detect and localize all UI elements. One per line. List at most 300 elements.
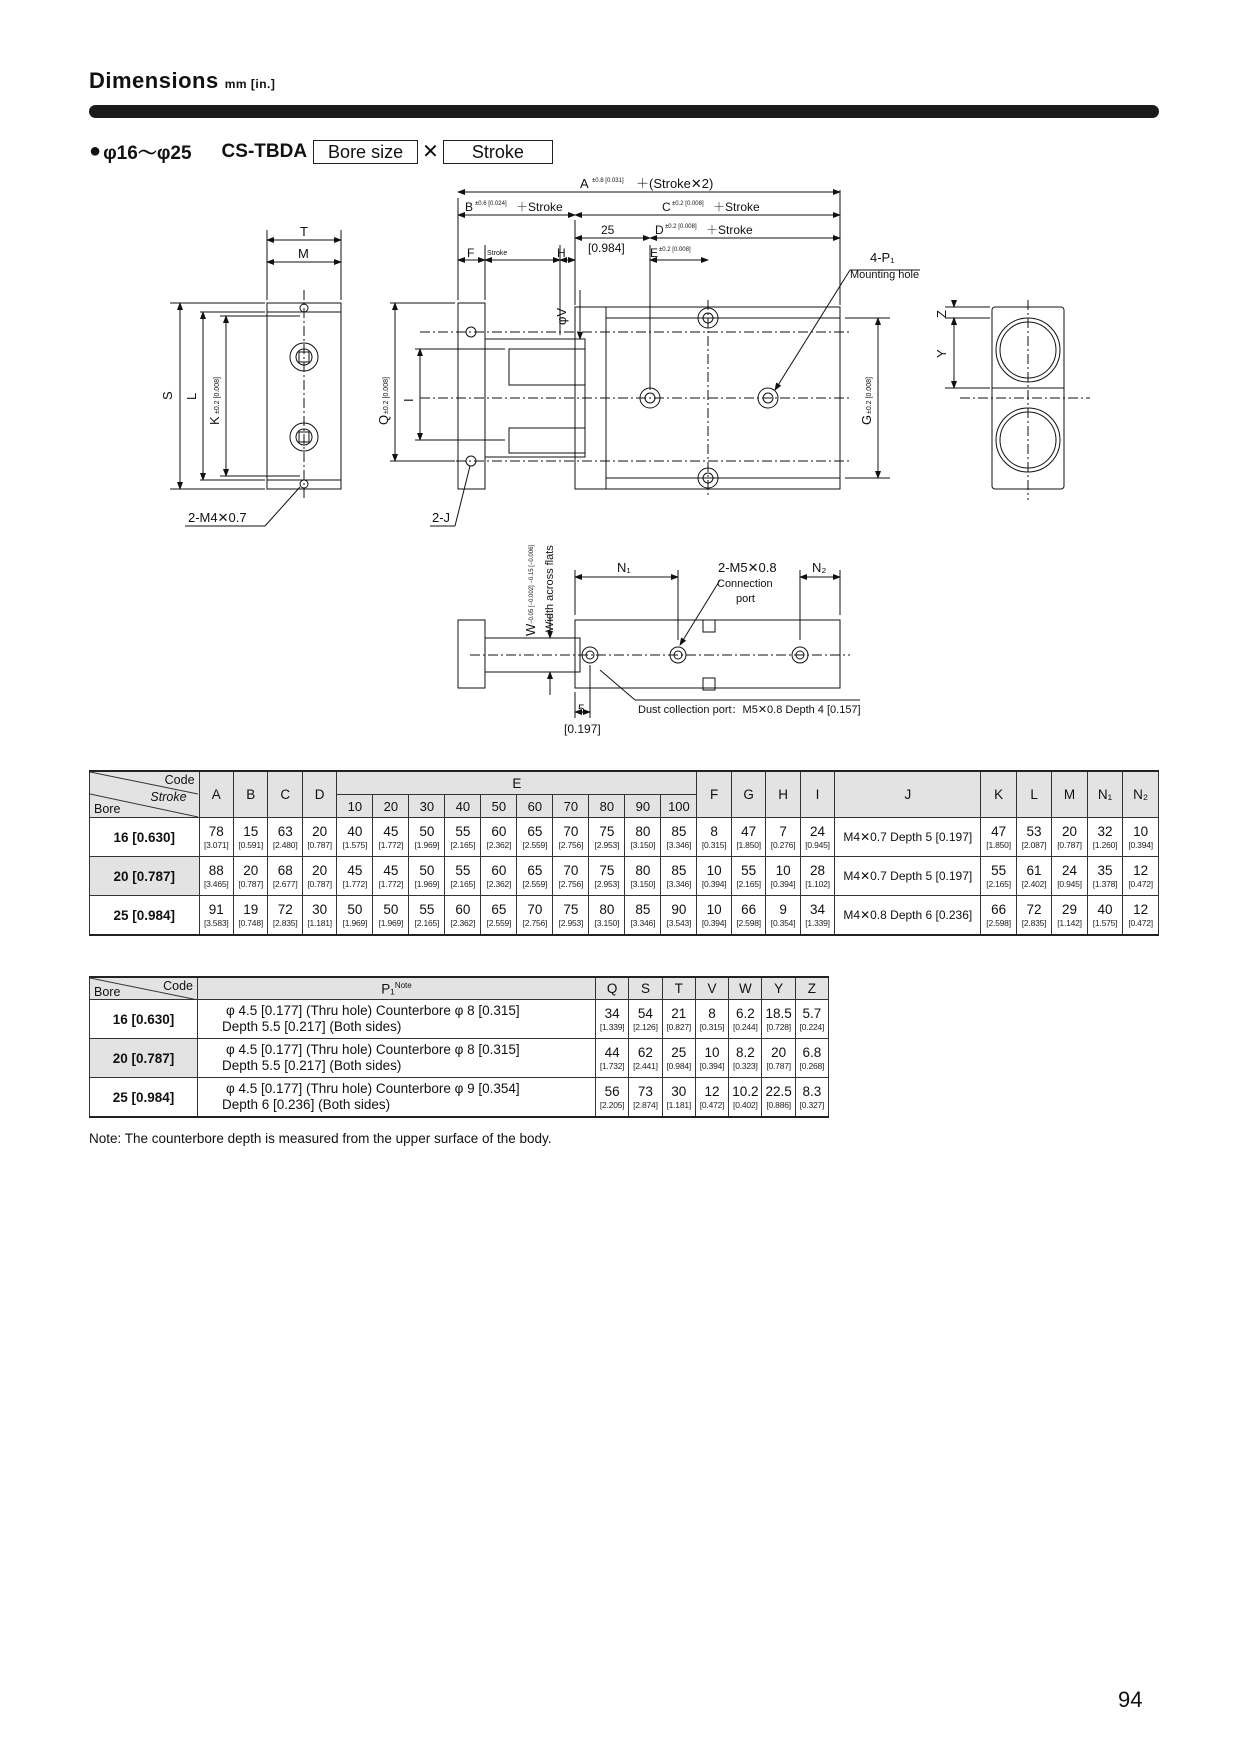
cell-inch: [2.835] [272, 917, 298, 928]
cell-mm: 60 [491, 823, 507, 839]
cell-mm: 29 [1062, 901, 1078, 917]
dim-Z: Z [934, 310, 949, 318]
cell-mm: 66 [991, 901, 1007, 917]
cell-inch: [0.827] [666, 1021, 692, 1032]
cell-inch: [0.402] [733, 1099, 758, 1110]
cell-inch: [2.362] [486, 878, 512, 889]
cell-mm: 65 [491, 901, 507, 917]
page-number: 94 [1118, 1687, 1143, 1712]
table-cell [766, 896, 800, 936]
cell-inch: [2.756] [558, 839, 584, 850]
thread-spec-cell: M4✕0.7 Depth 5 [0.197] [835, 857, 981, 896]
cell-inch: [0.787] [307, 878, 332, 889]
cell-mm: 18.5 [765, 1005, 792, 1021]
cell-mm: 70 [563, 862, 579, 878]
cell-inch: [0.327] [799, 1099, 825, 1110]
table-cell [445, 818, 481, 857]
table-cell [517, 896, 553, 936]
table-cell [589, 896, 625, 936]
table-cell [800, 896, 834, 936]
dim-A-suffix: ＋(Stroke✕2) [636, 176, 714, 191]
cell-inch: [2.087] [1021, 839, 1047, 850]
table-cell [661, 857, 697, 896]
cell-mm: 20 [243, 862, 259, 878]
corner-bore: Bore [94, 985, 121, 999]
cell-mm: 65 [527, 862, 543, 878]
table-cell [373, 857, 409, 896]
col-header: H [766, 771, 800, 818]
cell-mm: 60 [491, 862, 507, 878]
e-stroke-header: 20 [373, 795, 409, 818]
table-cell [337, 896, 373, 936]
table-cell [695, 1039, 728, 1078]
cell-inch: [1.181] [307, 917, 332, 928]
cell-mm: 6.8 [802, 1044, 822, 1060]
cell-mm: 80 [635, 823, 651, 839]
corner-diagonal [90, 772, 198, 817]
table-cell [1052, 857, 1087, 896]
dim-E: E [650, 246, 659, 260]
dim-G-tol: ±0.2 [0.008] [866, 377, 873, 414]
cell-inch: [3.150] [630, 839, 656, 850]
e-stroke-header: 80 [589, 795, 625, 818]
cell-mm: 73 [637, 1083, 653, 1099]
p1-line-1: φ 4.5 [0.177] (Thru hole) Counterbore φ 8 [0.315] [226, 1003, 520, 1018]
dim-C: C [662, 200, 671, 214]
cell-mm: 12 [1133, 862, 1149, 878]
thread-label: 2-M4✕0.7 [188, 510, 247, 525]
cell-inch: [3.346] [666, 878, 692, 889]
bore-cell: 20 [0.787] [90, 857, 200, 896]
dim-Q-tol: ±0.2 [0.008] [383, 377, 390, 414]
cell-inch: [3.071] [203, 839, 229, 850]
thread-spec-cell: M4✕0.7 Depth 5 [0.197] [835, 818, 981, 857]
cell-inch: [2.756] [558, 878, 584, 889]
cell-mm: 10 [706, 862, 722, 878]
col-header: G [731, 771, 765, 818]
stroke-tol: Stroke [487, 250, 508, 257]
cell-inch: [1.969] [342, 917, 368, 928]
cell-inch: [0.591] [238, 839, 264, 850]
cell-inch: [2.480] [272, 839, 298, 850]
cell-inch: [2.402] [1021, 878, 1047, 889]
bullet-icon: ● [89, 140, 102, 162]
table-cell [1123, 818, 1159, 857]
table-cell [981, 896, 1016, 936]
times-sign: ✕ [422, 141, 439, 163]
cell-mm: 34 [604, 1005, 620, 1021]
stroke-box: Stroke [443, 140, 553, 164]
dim-E-tol: ±0.2 [0.008] [659, 247, 691, 253]
cell-inch: [0.315] [701, 839, 727, 850]
cell-mm: 54 [637, 1005, 653, 1021]
table-cell [625, 818, 661, 857]
dim-D-suffix: ＋Stroke [706, 223, 753, 237]
dim-N1: N₁ [617, 560, 631, 575]
cell-inch: [0.886] [766, 1099, 791, 1110]
cell-inch: [0.787] [766, 1060, 791, 1071]
cell-inch: [3.583] [203, 917, 229, 928]
cell-mm: 50 [383, 901, 399, 917]
p1-cell [198, 1039, 596, 1078]
dimensions-table-2 [89, 976, 829, 1118]
table-cell [800, 818, 834, 857]
table-cell [661, 818, 697, 857]
cell-inch: [2.165] [450, 878, 476, 889]
col-header: V [695, 977, 728, 1000]
col-header: S [629, 977, 662, 1000]
cell-mm: 75 [599, 862, 615, 878]
cell-mm: 20 [312, 823, 328, 839]
corner-stroke: Stroke [150, 790, 187, 804]
dim-T: T [300, 224, 308, 239]
table-cell [762, 1078, 795, 1118]
cell-mm: 90 [671, 901, 687, 917]
table-cell [1016, 896, 1051, 936]
cell-inch: [2.559] [486, 917, 512, 928]
table-cell [766, 857, 800, 896]
cell-inch: [1.969] [414, 839, 440, 850]
bore-size-box: Bore size [313, 140, 418, 164]
col-header: N₁ [1087, 771, 1122, 818]
dim-Q: Q [376, 414, 391, 425]
table-cell [1123, 896, 1159, 936]
table2-corner [90, 977, 198, 1000]
cell-inch: [0.244] [733, 1021, 758, 1032]
p1-line-2: Depth 5.5 [0.217] (Both sides) [222, 1058, 402, 1073]
table-cell [199, 896, 233, 936]
cell-inch: [0.354] [770, 917, 796, 928]
dim-25: 25 [601, 223, 615, 237]
cell-inch: [1.339] [805, 917, 830, 928]
cell-mm: 10.2 [732, 1083, 759, 1099]
col-header: A [199, 771, 233, 818]
cell-inch: [0.984] [666, 1060, 692, 1071]
table-cell [762, 1039, 795, 1078]
cell-mm: 10 [704, 1044, 720, 1060]
table-cell [625, 857, 661, 896]
dim-I: I [401, 398, 416, 402]
col-header-E: E [337, 771, 697, 795]
cell-inch: [0.394] [699, 1060, 725, 1071]
cell-mm: 56 [604, 1083, 620, 1099]
table-row [90, 896, 1159, 936]
table-cell [1016, 818, 1051, 857]
cell-mm: 55 [455, 823, 471, 839]
cell-mm: 91 [208, 901, 224, 917]
p1-line-2: Depth 5.5 [0.217] (Both sides) [222, 1019, 402, 1034]
cell-inch: [2.165] [414, 917, 440, 928]
cell-mm: 22.5 [765, 1083, 792, 1099]
cell-mm: 60 [455, 901, 471, 917]
table-cell [268, 857, 302, 896]
cell-mm: 72 [277, 901, 293, 917]
cell-inch: [2.874] [633, 1099, 658, 1110]
cell-mm: 47 [991, 823, 1007, 839]
bore-cell: 25 [0.984] [90, 1078, 198, 1118]
size-range: φ16～φ25 [103, 143, 192, 164]
dust-port-label: Dust collection port：M5✕0.8 Depth 4 [0.157] [638, 704, 861, 716]
table-cell [1087, 818, 1122, 857]
cell-inch: [3.346] [630, 917, 656, 928]
mounting-hole-label: Mounting hole [850, 269, 920, 281]
width-across-flats: Width across flats [544, 545, 556, 632]
table-cell [517, 818, 553, 857]
cell-mm: 19 [243, 901, 259, 917]
j-label: 2-J [432, 510, 451, 525]
table-cell [302, 896, 336, 936]
cell-mm: 10 [706, 901, 722, 917]
table-cell [302, 818, 336, 857]
cell-inch: [2.165] [986, 878, 1011, 889]
table-cell [199, 818, 233, 857]
cell-inch: [0.945] [805, 839, 830, 850]
cell-inch: [2.677] [272, 878, 298, 889]
col-header: I [800, 771, 834, 818]
model-code: CS-TBDA [221, 140, 308, 162]
cell-inch: [2.165] [450, 839, 476, 850]
cell-mm: 45 [383, 823, 399, 839]
table-cell [589, 857, 625, 896]
cell-mm: 55 [991, 862, 1007, 878]
cell-mm: 21 [671, 1005, 687, 1021]
cell-mm: 9 [779, 901, 787, 917]
e-stroke-header: 50 [481, 795, 517, 818]
cell-inch: [1.772] [378, 878, 404, 889]
p1-header: P₁ [381, 981, 395, 997]
table-row [90, 857, 1159, 896]
col-header: L [1016, 771, 1051, 818]
table-cell [409, 896, 445, 936]
cell-inch: [0.394] [701, 917, 727, 928]
p1-line-1: φ 4.5 [0.177] (Thru hole) Counterbore φ 8 [0.315] [226, 1042, 520, 1057]
col-header: W [729, 977, 762, 1000]
cell-inch: [0.472] [1128, 917, 1153, 928]
table-cell [766, 818, 800, 857]
cell-inch: [0.472] [699, 1099, 725, 1110]
dim-W: W [523, 623, 538, 636]
cell-mm: 6.2 [735, 1005, 755, 1021]
table-cell [697, 818, 731, 857]
cell-mm: 24 [810, 823, 826, 839]
table-cell [268, 818, 302, 857]
cell-mm: 63 [277, 823, 293, 839]
table-cell [481, 857, 517, 896]
conn-port-l1: Connection [717, 578, 773, 590]
cell-mm: 62 [637, 1044, 653, 1060]
cell-inch: [0.472] [1128, 878, 1153, 889]
col-header: D [302, 771, 336, 818]
cell-inch: [2.362] [450, 917, 476, 928]
cell-mm: 85 [635, 901, 651, 917]
cell-inch: [3.465] [203, 878, 229, 889]
dim-L: L [184, 392, 199, 400]
table-cell [445, 857, 481, 896]
dim-S: S [160, 391, 175, 400]
cell-mm: 12 [1133, 901, 1149, 917]
cell-mm: 25 [671, 1044, 687, 1060]
cell-mm: 20 [771, 1044, 787, 1060]
table-cell [234, 857, 268, 896]
dim-G: G [859, 414, 874, 425]
cell-inch: [2.598] [986, 917, 1011, 928]
cell-mm: 85 [671, 862, 687, 878]
dimensions-table-1 [89, 770, 1159, 936]
cell-inch: [0.394] [701, 878, 727, 889]
cell-mm: 20 [1062, 823, 1078, 839]
cell-mm: 8 [708, 1005, 716, 1021]
col-header: M [1052, 771, 1087, 818]
table-cell [695, 1000, 728, 1039]
table-cell [373, 818, 409, 857]
cell-mm: 65 [527, 823, 543, 839]
cell-inch: [2.953] [594, 878, 620, 889]
col-header: F [697, 771, 731, 818]
dim-V: φV [554, 307, 569, 325]
cell-mm: 85 [671, 823, 687, 839]
cell-mm: 10 [775, 862, 791, 878]
dim-C-tol: ±0.2 [0.008] [672, 201, 704, 207]
dim-W-tol: −0.05 [−0.002] −0.15 [−0.006] [529, 544, 535, 624]
thread-spec-cell: M4✕0.8 Depth 6 [0.236] [835, 896, 981, 936]
cell-inch: [2.362] [486, 839, 512, 850]
table-cell [662, 1000, 695, 1039]
table-cell [589, 818, 625, 857]
cell-mm: 35 [1097, 862, 1113, 878]
cell-inch: [0.728] [766, 1021, 791, 1032]
dim-25-in: [0.984] [588, 241, 625, 255]
table-cell [553, 896, 589, 936]
cell-mm: 32 [1097, 823, 1113, 839]
dim-H: H [557, 246, 566, 260]
p1-line-1: φ 4.5 [0.177] (Thru hole) Counterbore φ 9 [0.354] [226, 1081, 520, 1096]
cell-inch: [0.323] [733, 1060, 758, 1071]
title-unit: mm [in.] [224, 77, 276, 91]
cell-mm: 55 [455, 862, 471, 878]
cell-inch: [1.732] [599, 1060, 625, 1071]
e-stroke-header: 40 [445, 795, 481, 818]
table-cell [517, 857, 553, 896]
table-cell [302, 857, 336, 896]
cell-inch: [0.276] [770, 839, 796, 850]
cell-mm: 40 [1097, 901, 1113, 917]
table-cell [553, 857, 589, 896]
table-cell [481, 896, 517, 936]
cell-mm: 70 [527, 901, 543, 917]
cell-mm: 24 [1062, 862, 1078, 878]
bore-cell: 20 [0.787] [90, 1039, 198, 1078]
cell-mm: 61 [1026, 862, 1042, 878]
table-cell [629, 1039, 662, 1078]
cell-inch: [1.969] [414, 878, 440, 889]
table-cell [1123, 857, 1159, 896]
cell-mm: 5.7 [802, 1005, 822, 1021]
cell-inch: [1.142] [1057, 917, 1082, 928]
dim-M: M [298, 246, 309, 261]
cell-inch: [1.969] [378, 917, 404, 928]
cell-inch: [1.181] [666, 1099, 692, 1110]
cell-inch: [1.339] [599, 1021, 625, 1032]
title-divider [89, 105, 1159, 118]
p1-line-2: Depth 6 [0.236] (Both sides) [222, 1097, 391, 1112]
table-row [90, 1000, 829, 1039]
cell-mm: 8.2 [735, 1044, 755, 1060]
table-cell [697, 896, 731, 936]
col-header: J [835, 771, 981, 818]
cell-inch: [1.260] [1092, 839, 1118, 850]
dim-5-in: [0.197] [564, 722, 601, 736]
cell-inch: [2.598] [736, 917, 761, 928]
corner-bore: Bore [94, 802, 121, 816]
cell-inch: [2.205] [599, 1099, 625, 1110]
cell-mm: 55 [419, 901, 435, 917]
table-cell [1087, 896, 1122, 936]
table-cell [373, 896, 409, 936]
cell-mm: 80 [599, 901, 615, 917]
cell-mm: 8 [710, 823, 718, 839]
table-cell [662, 1039, 695, 1078]
table-cell [337, 818, 373, 857]
dim-B-tol: ±0.6 [0.024] [475, 201, 507, 207]
cell-mm: 10 [1133, 823, 1149, 839]
cell-mm: 53 [1026, 823, 1042, 839]
table-cell [731, 857, 765, 896]
cell-mm: 12 [704, 1083, 720, 1099]
cell-inch: [2.953] [558, 917, 584, 928]
cell-inch: [0.787] [238, 878, 264, 889]
cell-mm: 72 [1026, 901, 1042, 917]
bore-cell: 16 [0.630] [90, 1000, 198, 1039]
table-cell [981, 818, 1016, 857]
dim-Y: Y [934, 349, 949, 358]
cell-mm: 45 [383, 862, 399, 878]
table-cell [795, 1000, 828, 1039]
col-header: T [662, 977, 695, 1000]
table-cell [729, 1078, 762, 1118]
table-cell [695, 1078, 728, 1118]
e-stroke-header: 10 [337, 795, 373, 818]
cell-mm: 7 [779, 823, 787, 839]
table-cell [729, 1000, 762, 1039]
dim-N2: N₂ [812, 560, 827, 575]
cell-inch: [2.835] [1021, 917, 1047, 928]
dim-A-tol: ±0.8 [0.031] [592, 178, 624, 184]
table-cell [596, 1000, 629, 1039]
table1-corner [90, 771, 200, 818]
cell-mm: 50 [419, 862, 435, 878]
cell-inch: [1.575] [342, 839, 368, 850]
cell-mm: 88 [208, 862, 224, 878]
cell-inch: [1.378] [1092, 878, 1118, 889]
cell-inch: [1.102] [805, 878, 830, 889]
p1-cell [198, 1000, 596, 1039]
cell-inch: [3.150] [630, 878, 656, 889]
bore-cell: 16 [0.630] [90, 818, 200, 857]
cell-inch: [0.268] [799, 1060, 825, 1071]
cell-mm: 66 [741, 901, 757, 917]
table-row [90, 1039, 829, 1078]
cell-mm: 47 [741, 823, 757, 839]
dim-5: 5 [578, 702, 585, 716]
table-cell [731, 818, 765, 857]
table-cell [661, 896, 697, 936]
table-cell [596, 1078, 629, 1118]
cell-inch: [2.441] [633, 1060, 658, 1071]
bore-cell: 25 [0.984] [90, 896, 200, 936]
cell-mm: 20 [312, 862, 328, 878]
table-cell [662, 1078, 695, 1118]
cell-inch: [1.850] [986, 839, 1011, 850]
